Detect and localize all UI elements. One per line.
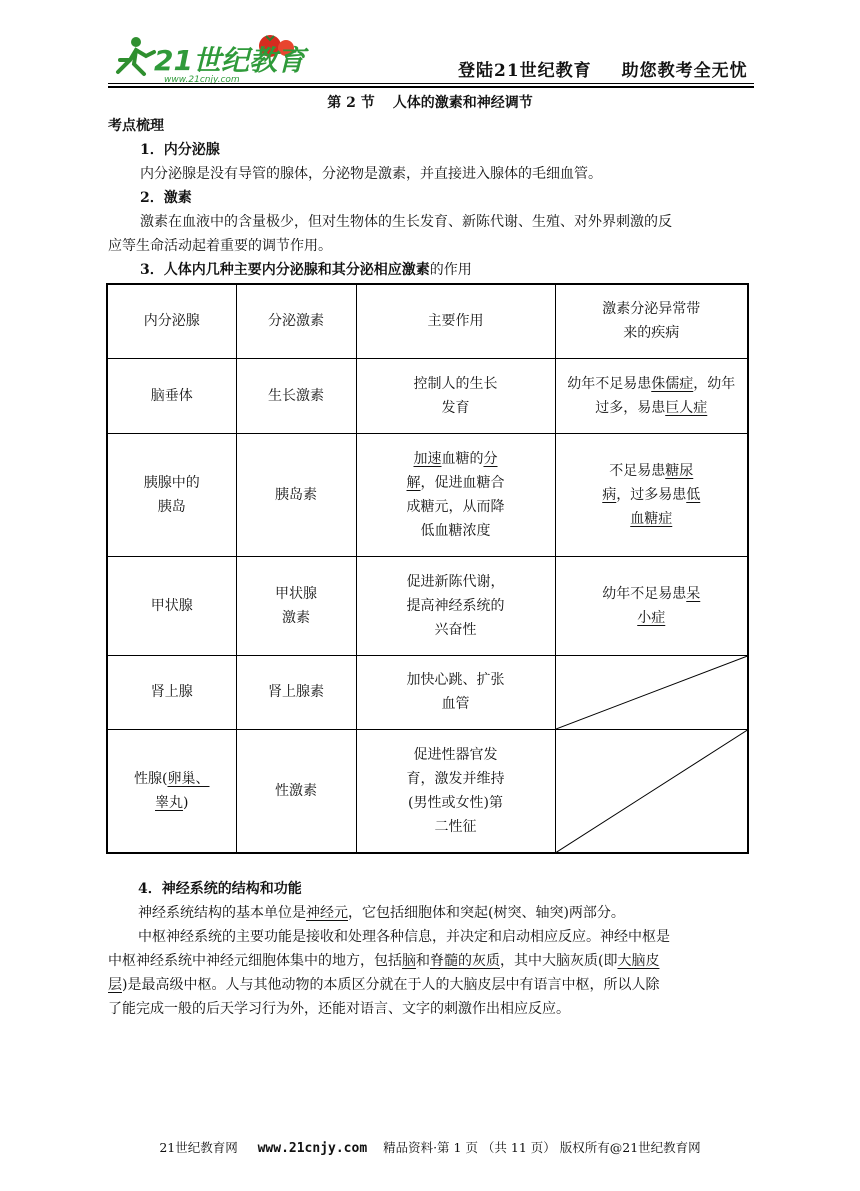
row5-gland-term: 睾丸 <box>155 794 184 811</box>
row2-disease-term: 低 <box>686 486 701 503</box>
row5-disease-empty <box>555 729 748 853</box>
s4-para2-line2 <box>108 949 756 973</box>
row3-disease-text: 幼年不足易患 <box>602 585 687 602</box>
slogan-left: 登陆21世纪教育 <box>458 61 592 81</box>
footer-site-link[interactable]: www.21cnjy.com <box>257 1141 368 1156</box>
hormone-table <box>106 283 749 854</box>
row2-gland-line1: 胰腺中的 <box>143 474 200 491</box>
header-hormone: 分泌激素 <box>236 284 356 358</box>
row1-disease-text: ，幼年 <box>693 375 736 392</box>
header-rule-thick <box>108 86 754 88</box>
row2-function <box>356 433 555 556</box>
s4-term: 脊髓的灰质 <box>430 953 500 969</box>
s1-text: 内分泌腺是没有导管的腺体，分泌物是激素，并直接进入腺体的毛细血管。 <box>140 166 602 182</box>
table-header-row <box>107 284 748 358</box>
s4-text: ，其中大脑灰质(即 <box>500 953 618 969</box>
row2-disease-text: ，过多易患 <box>616 486 687 503</box>
row1-disease-line1 <box>556 372 748 396</box>
s4-para2-line3 <box>108 973 756 997</box>
s4-para2-line4: 了能完成一般的后天学习行为外，还能对语言、文字的刺激作出相应反应。 <box>108 1001 570 1017</box>
section-title <box>0 92 860 112</box>
row1-disease-term: 侏儒症 <box>651 375 694 392</box>
row2-hormone: 胰岛素 <box>236 433 356 556</box>
row2-disease-term: 血糖症 <box>630 510 673 527</box>
row5-gland-line2 <box>108 791 236 815</box>
row3-disease-term: 小症 <box>637 609 666 626</box>
outline-heading: 考点梳理 <box>108 118 164 134</box>
row3-function-line1: 促进新陈代谢， <box>406 573 505 590</box>
row2-disease-term: 病 <box>602 486 617 503</box>
s4-text: 和 <box>416 953 430 969</box>
row2-function-line3: 成糖元，从而降 <box>406 498 505 515</box>
row3-hormone-line2: 激素 <box>282 609 310 626</box>
row3-hormone-line1: 甲状腺 <box>275 585 317 602</box>
row2-disease <box>555 433 748 556</box>
table-row <box>107 729 748 853</box>
row4-hormone: 肾上腺素 <box>236 655 356 729</box>
site-logo[interactable] <box>110 32 320 84</box>
row3-disease <box>555 556 748 655</box>
row5-gland-text: ) <box>183 794 189 811</box>
row2-function-line1 <box>357 447 555 471</box>
s4-text: 神经系统结构的基本单位是 <box>138 905 306 921</box>
row2-disease-line1 <box>556 459 748 483</box>
row5-gland-line1 <box>108 767 236 791</box>
row5-function-line2: 育，激发并维持 <box>406 770 505 787</box>
row5-hormone: 性激素 <box>236 729 356 853</box>
row5-gland-term: 卵巢、 <box>167 770 210 787</box>
header-rule <box>108 83 754 84</box>
row3-gland: 甲状腺 <box>107 556 236 655</box>
row5-function-line1: 促进性器官发 <box>413 746 498 763</box>
header-function: 主要作用 <box>356 284 555 358</box>
row2-function-term: 分 <box>483 450 498 467</box>
table-row <box>107 358 748 433</box>
s4-term: 神经元 <box>306 905 348 921</box>
s3-heading-bold: 3．人体内几种主要内分泌腺和其分泌相应激素 <box>140 262 430 278</box>
s2-line2: 应等生命活动起着重要的调节作用。 <box>108 238 332 254</box>
logo-url: www.21cnjy.com <box>164 75 240 84</box>
row2-gland <box>107 433 236 556</box>
footer-org: 21世纪教育网 <box>159 1140 238 1155</box>
row2-disease-text: 不足易患 <box>609 462 666 479</box>
row2-function-text: ，促进血糖合 <box>420 474 505 491</box>
row3-function-line3: 兴奋性 <box>434 621 477 638</box>
row2-function-line4: 低血糖浓度 <box>420 522 491 539</box>
s3-heading <box>140 258 788 282</box>
row3-disease-term: 呆 <box>686 585 701 602</box>
s4-para2-line1: 中枢神经系统的主要功能是接收和处理各种信息，并决定和启动相应反应。神经中枢是 <box>138 929 670 945</box>
row2-gland-line2: 胰岛 <box>157 498 186 515</box>
header-disease-line2: 来的疾病 <box>623 325 680 342</box>
row1-function <box>356 358 555 433</box>
row1-function-line2: 发育 <box>441 399 470 416</box>
row3-hormone <box>236 556 356 655</box>
s4-para1 <box>138 901 786 925</box>
row2-disease-line2 <box>556 483 748 507</box>
row5-gland-text: 性腺( <box>134 770 168 787</box>
s4-term: 大脑皮 <box>617 953 660 969</box>
row2-function-term: 加速 <box>413 450 442 467</box>
s2-heading: 2．激素 <box>140 190 192 206</box>
row2-function-text: 血糖的 <box>441 450 484 467</box>
s2-line1: 激素在血液中的含量极少，但对生物体的生长发育、新陈代谢、生殖、对外界刺激的反 <box>140 214 672 230</box>
row5-function <box>356 729 555 853</box>
row1-disease-text: 过多，易患 <box>595 399 666 416</box>
header-slogan <box>458 56 748 81</box>
header-disease <box>555 284 748 358</box>
row3-function-line2: 提高神经系统的 <box>406 597 505 614</box>
s3-heading-tail: 的作用 <box>429 262 472 278</box>
header-disease-line1: 激素分泌异常带 <box>602 301 701 318</box>
slogan-right: 助您教考全无忧 <box>621 61 748 81</box>
row4-disease-empty <box>555 655 748 729</box>
s1-heading: 1．内分泌腺 <box>140 142 220 158</box>
row1-disease-term: 巨人症 <box>665 399 708 416</box>
footer-page-info: 精品资料·第 1 页 （共 11 页） 版权所有@21世纪教育网 <box>383 1140 701 1155</box>
logo-text: 21世纪教育 <box>154 44 305 77</box>
row4-function-line1: 加快心跳、扩张 <box>406 672 505 688</box>
row1-disease-text: 幼年不足易患 <box>567 375 652 392</box>
header-gland: 内分泌腺 <box>107 284 236 358</box>
table-row <box>107 556 748 655</box>
row3-function <box>356 556 555 655</box>
s4-heading: 4．神经系统的结构和功能 <box>138 881 302 897</box>
s4-term: 脑 <box>402 953 416 969</box>
row3-disease-line2 <box>556 606 748 630</box>
row5-function-line3: (男性或女性)第 <box>408 794 503 811</box>
row2-disease-term: 糖尿 <box>665 462 694 479</box>
row5-function-line4: 二性征 <box>434 818 477 835</box>
row3-disease-line1 <box>556 582 748 606</box>
diagonal-strike <box>556 730 748 853</box>
section-number: 第 2 节 <box>327 95 375 111</box>
s4-text: 中枢神经系统中神经元细胞体集中的地方，包括 <box>108 953 402 969</box>
table-row <box>107 655 748 729</box>
row1-hormone: 生长激素 <box>236 358 356 433</box>
row2-function-term: 解 <box>406 474 421 491</box>
diagonal-strike <box>556 656 748 729</box>
row1-gland: 脑垂体 <box>107 358 236 433</box>
row1-function-line1: 控制人的生长 <box>413 375 498 392</box>
s4-text: ，它包括细胞体和突起(树突、轴突)两部分。 <box>348 905 625 921</box>
row1-disease <box>555 358 748 433</box>
s4-term: 层 <box>108 977 122 993</box>
page-footer <box>0 1138 860 1156</box>
section-name: 人体的激素和神经调节 <box>392 95 533 111</box>
row2-disease-line3 <box>556 507 748 531</box>
row4-function <box>356 655 555 729</box>
row4-gland: 肾上腺 <box>107 655 236 729</box>
table-row <box>107 433 748 556</box>
row1-disease-line2 <box>556 396 748 420</box>
s4-text: )是最高级中枢。人与其他动物的本质区分就在于人的大脑皮层中有语言中枢，所以人除 <box>122 977 660 993</box>
row4-function-line2: 血管 <box>441 696 470 712</box>
row2-function-line2 <box>357 471 555 495</box>
row5-gland <box>107 729 236 853</box>
